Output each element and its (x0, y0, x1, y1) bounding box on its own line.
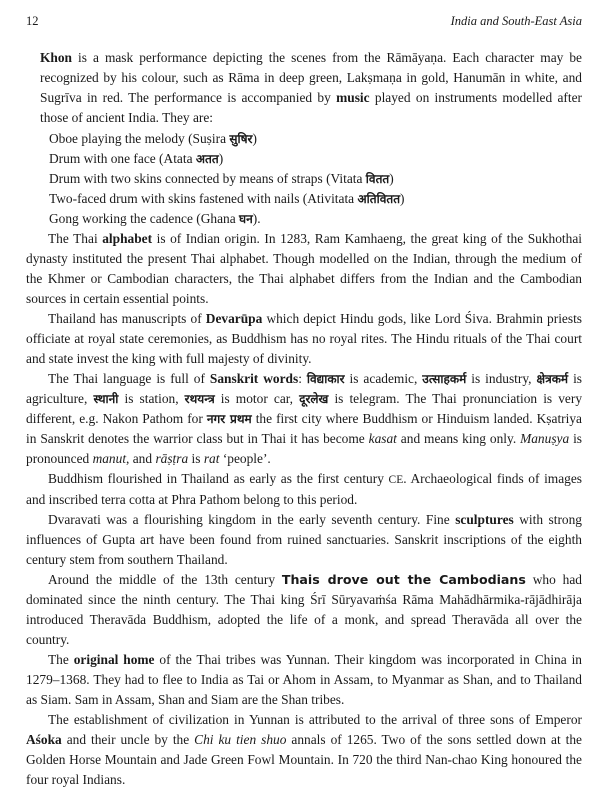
paragraph-yunnan: The establishment of civilization in Yunnan is attributed to the arrival of three sons of Emperor Aśoka and their uncle by the Chi ku tien shuo annals of 1265. Two of the sons settled down at the Golden Horse Mountain and Jade Green Fowl Mountain. In 720 the third Nan-chao King honoured the four royal Indians. (26, 712, 582, 787)
term-sculptures: sculptures (455, 512, 514, 527)
list-item: Two-faced drum with skins fastened with nails (Ativitata अतिवितत) (49, 191, 405, 206)
devanagari-word: वितत (365, 172, 390, 186)
devanagari-word: घन (239, 212, 253, 226)
list-item: Drum with two skins connected by means of straps (Vitata वितत) (49, 171, 394, 186)
running-head: India and South-East Asia (450, 14, 582, 28)
paragraph-dvaravati: Dvaravati was a flourishing kingdom in the early seventh century. Fine sculptures with strong influences of Gupta art have been found from ruined sanctuaries. Sanskrit inscriptions of the eighth century stem from southern Thailand. (26, 512, 582, 567)
list-item: Drum with one face (Atata अतत) (49, 151, 224, 166)
era-abbreviation: CE (388, 474, 404, 486)
paragraph-thais: Around the middle of the 13th century Thais drove out the Cambodians who had dominated since the ninth century. The Thai king Śrī Sūryavaṁśa Rāma Mahādhārmika-rājādhirāja introduced Theravāda Buddhism, adopted the life of a monk, and spread Theravāda all over the country. (26, 572, 582, 647)
paragraph-sanskrit: The Thai language is full of Sanskrit words: विद्याकार is academic, उत्साहकर्म is industry, क्षेत्रकर्म is agriculture, स्थानी is station, रथयन्त्र is motor car, दूरलेख is telegram. The Thai pronunciation is very different, e.g. Nakon Pathom for नगर प्रथम the first city where Buddhism or Hinduism landed. Kṣatriya in Sanskrit denotes the warrior class but in Thai it has become kasat and means king only. Manuṣya is pronounced manut, and rāṣṭra is rat ‘people’. (26, 371, 583, 466)
term-original-home: original home (73, 652, 155, 667)
term-devarupa: Devarūpa (205, 311, 263, 326)
devanagari-word: क्षेत्रकर्म (536, 372, 569, 386)
devanagari-word: रथयन्त्र (184, 392, 215, 406)
term-thais-drove-out: Thais drove out the Cambodians (281, 572, 526, 587)
term-music: music (336, 90, 370, 105)
term-sanskrit-words: Sanskrit words (209, 371, 299, 386)
instrument-list (26, 129, 582, 229)
devanagari-word: उत्साहकर्म (422, 372, 467, 386)
page-header (26, 14, 582, 29)
paragraph-khon: Khon is a mask performance depicting the scenes from the Rāmāyaṇa. Each character may be recognized by his colour, such as Rāma in deep green, Lakṣmaṇa in gold, Hanumān in white, and Sugrīva in red. The performance is accompanied by music played on instruments modelled after those of ancient India. They are: (40, 50, 582, 125)
devanagari-word: विद्याकार (306, 372, 345, 386)
paragraph-alphabet: The Thai alphabet is of Indian origin. In 1283, Ram Kamhaeng, the great king of the Sukhothai dynasty instituted the present Thai alphabet. Though modelled on the Indian, through the medium of the Khmer or Cambodian characters, the Thai alphabet differs from the Indian and the Cambodian sources in certain essential points. (26, 231, 583, 306)
devanagari-word: नगर प्रथम (206, 412, 252, 426)
paragraph-buddhism: Buddhism flourished in Thailand as early as the first century CE. Archaeological finds of images and inscribed terra cotta at Phra Pathom belong to this period. (26, 471, 582, 507)
term-alphabet: alphabet (102, 231, 153, 246)
devanagari-word: स्थानी (93, 392, 119, 406)
paragraph-original-home: The original home of the Thai tribes was Yunnan. Their kingdom was incorporated in China in 1279–1368. They had to flee to India as Tai or Ahom in Assam, to Myanmar as Shan, and to Thailand as Siam. Sam in Assam, Shan and Siam are the Shan tribes. (26, 652, 582, 707)
page-number: 12 (26, 14, 39, 28)
devanagari-word: अतिवितत (357, 192, 401, 206)
list-item: Oboe playing the melody (Suṣira सुषिर) (49, 131, 257, 146)
list-item: Gong working the cadence (Ghana घन). (49, 211, 261, 226)
term-asoka: Aśoka (26, 732, 62, 747)
devanagari-word: सुषिर (229, 132, 253, 146)
devanagari-word: अतत (195, 152, 219, 166)
devanagari-word: दूरलेख (299, 392, 329, 406)
source-title: Chi ku tien shuo (194, 732, 287, 747)
paragraph-devarupa: Thailand has manuscripts of Devarūpa which depict Hindu gods, like Lord Śiva. Brahmin priests officiate at royal state ceremonies, as Buddhism has no royal rites. The Hindu rituals of the Thai court and state invest the king with full majesty of divinity. (26, 311, 583, 366)
term-khon: Khon (40, 50, 73, 65)
